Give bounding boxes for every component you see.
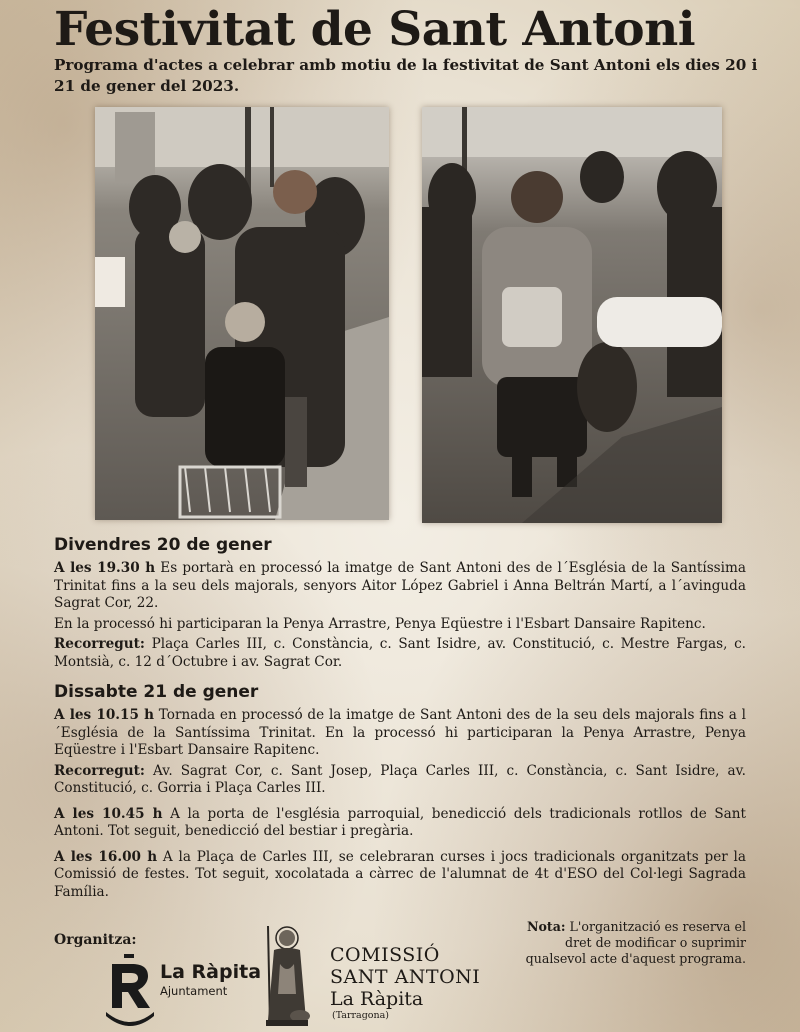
program-item-lead: A les 19.30 h [54,560,156,576]
program-item-lead: A les 10.15 h [54,707,155,723]
program-item-text: Plaça Carles III, c. Constància, c. Sant Isidre, av. Constitució, c. Mestre Fargas, c. Montsià, c. 12 d´Octubre i av. Sagrat Cor. [54,636,746,670]
program-item [54,560,746,613]
procession-photo-left [95,107,389,520]
nota-label: Nota: [527,919,566,934]
program-item [54,636,746,671]
program-item-text: A la porta de l'església parroquial, benedicció dels tradicionals rotllos de Sant Antoni. Tot seguit, benedicció del bestiar i pregària. [54,805,746,839]
commissio-line1: COMISSIÓ [330,944,440,966]
page-title: Festivitat de Sant Antoni [54,2,696,57]
rapita-name: La Ràpita [160,961,262,983]
procession-photo-right [422,107,722,523]
commissio-line4: (Tarragona) [332,1010,390,1021]
program-item [54,616,746,634]
program-list [54,534,746,904]
program-item-text: Tornada en processó de la imatge de Sant Antoni des de la seu dels majorals fins a l´Església de la Santíssima Trinitat. En la processó hi participaran la Penya Arrastre, Penya Eqüestre i l'Esbart Dansaire Rapitenc. [54,707,746,758]
nota-note [522,919,746,967]
program-item-lead: Recorregut: [54,636,145,652]
la-rapita-logo-icon [104,952,156,1028]
commissio-line3: La Ràpita [330,988,424,1010]
program-item-lead: Recorregut: [54,762,145,779]
program-item-lead: A les 16.00 h [54,848,158,865]
program-item-text: Av. Sagrat Cor, c. Sant Josep, Plaça Carles III, c. Constància, c. Sant Isidre, av. Constitució, c. Gorria i Plaça Carles III. [54,762,746,796]
program-item-text: En la processó hi participaran la Penya Arrastre, Penya Eqüestre i l'Esbart Dansaire Rapitenc. [54,615,706,632]
organitza-label: Organitza: [54,932,137,948]
page-subtitle: Programa d'actes a celebrar amb motiu de la festivitat de Sant Antoni els dies 20 i 21 de gener del 2023. [54,56,758,95]
day-heading: Divendres 20 de gener [54,535,272,555]
program-item-lead: A les 10.45 h [54,805,163,822]
day-heading: Dissabte 21 de gener [54,682,259,702]
nota-text: L'organització es reserva el dret de modificar o suprimir qualsevol acte d'aquest programa. [525,919,746,966]
program-item-text: A la Plaça de Carles III, se celebraran curses i jocs tradicionals organitzats per la Comissió de festes. Tot seguit, xocolatada a càrrec de l'alumnat de 4t d'ESO del Col·legi Sagrada Família. [54,848,746,900]
la-rapita-ajuntament [160,962,261,999]
program-item [54,849,746,902]
rapita-sub: Ajuntament [160,984,228,998]
comissio-sant-antoni [330,944,480,1022]
program-item [54,707,746,760]
program-item [54,806,746,841]
program-item [54,763,746,798]
commissio-line2: SANT ANTONI [330,966,481,988]
program-item-text: Es portarà en processó la imatge de Sant Antoni des de l´Església de la Santíssima Trinitat fins a la seu dels majorals, senyors Aitor López Gabriel i Anna Beltrán Martí, a l´avinguda Sagrat Cor, 22. [54,560,746,611]
sant-antoni-figure-icon [260,924,314,1028]
